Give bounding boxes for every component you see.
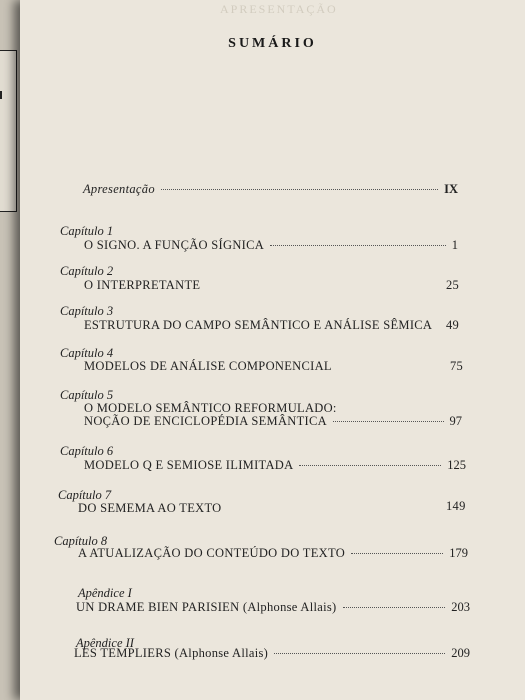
dot-leader <box>333 421 444 422</box>
chapter-label: Capítulo 3 <box>60 304 114 318</box>
chapter-title: ESTRUTURA DO CAMPO SEMÂNTICO E ANÁLISE SÊMICA <box>84 318 433 332</box>
toc-page-number: 97 <box>449 414 462 428</box>
book-page <box>20 0 525 700</box>
toc-page-number: 1 <box>451 238 458 252</box>
toc-entry-label: Apresentação <box>83 182 155 196</box>
chapter-title: MODELO Q E SEMIOSE ILIMITADA <box>84 458 294 472</box>
chapter-label: Capítulo 2 <box>60 264 114 278</box>
dot-leader <box>161 189 438 190</box>
dot-leader <box>351 553 443 554</box>
left-page-mark <box>0 91 2 99</box>
appendix-label: Apêndice I <box>78 586 132 600</box>
bleed-through-text: APRESENTAÇÃO <box>220 2 338 16</box>
dot-leader <box>343 607 446 608</box>
toc-entry-chapter-5 <box>84 414 462 429</box>
chapter-title: O INTERPRETANTE <box>84 278 201 292</box>
dot-leader <box>274 653 445 654</box>
chapter-title: MODELOS DE ANÁLISE COMPONENCIAL <box>84 359 332 373</box>
toc-page-number: 179 <box>449 546 468 560</box>
toc-entry-appendix-2 <box>74 646 470 661</box>
dot-leader <box>270 245 446 246</box>
toc-page-number: 209 <box>451 646 470 660</box>
toc-page-number: IX <box>444 182 458 196</box>
chapter-label: Capítulo 6 <box>60 444 114 458</box>
toc-page-number: 25 <box>446 278 460 292</box>
appendix-title: LES TEMPLIERS (Alphonse Allais) <box>74 646 269 660</box>
chapter-label: Capítulo 7 <box>58 488 112 502</box>
toc-page-number: 149 <box>446 499 466 513</box>
toc-entry-chapter-8 <box>78 546 468 561</box>
toc-entry-chapter-6 <box>84 458 466 473</box>
chapter-title-line-1: O MODELO SEMÂNTICO REFORMULADO: <box>84 401 337 415</box>
chapter-title-line-2: NOÇÃO DE ENCICLOPÉDIA SEMÂNTICA <box>84 414 327 428</box>
appendix-label: Apêndice II <box>76 636 134 650</box>
appendix-title: UN DRAME BIEN PARISIEN (Alphonse Allais) <box>76 600 337 614</box>
dot-leader <box>299 465 441 466</box>
left-page-box <box>0 50 17 212</box>
chapter-title: DO SEMEMA AO TEXTO <box>78 501 222 515</box>
chapter-label: Capítulo 8 <box>54 534 108 548</box>
toc-page-number: 49 <box>446 318 460 332</box>
toc-page-number: 125 <box>447 458 466 472</box>
chapter-label: Capítulo 5 <box>60 388 114 402</box>
chapter-label: Capítulo 1 <box>60 224 114 238</box>
chapter-title: A ATUALIZAÇÃO DO CONTEÚDO DO TEXTO <box>78 546 346 560</box>
page-title: SUMÁRIO <box>228 36 317 51</box>
toc-entry-apresentacao <box>83 182 458 197</box>
chapter-title: O SIGNO. A FUNÇÃO SÍGNICA <box>84 238 265 252</box>
toc-page-number: 75 <box>450 359 464 373</box>
left-page-edge <box>0 0 22 700</box>
chapter-label: Capítulo 4 <box>60 346 114 360</box>
toc-entry-chapter-1 <box>84 238 458 253</box>
toc-entry-appendix-1 <box>76 600 470 615</box>
toc-page-number: 203 <box>451 600 470 614</box>
